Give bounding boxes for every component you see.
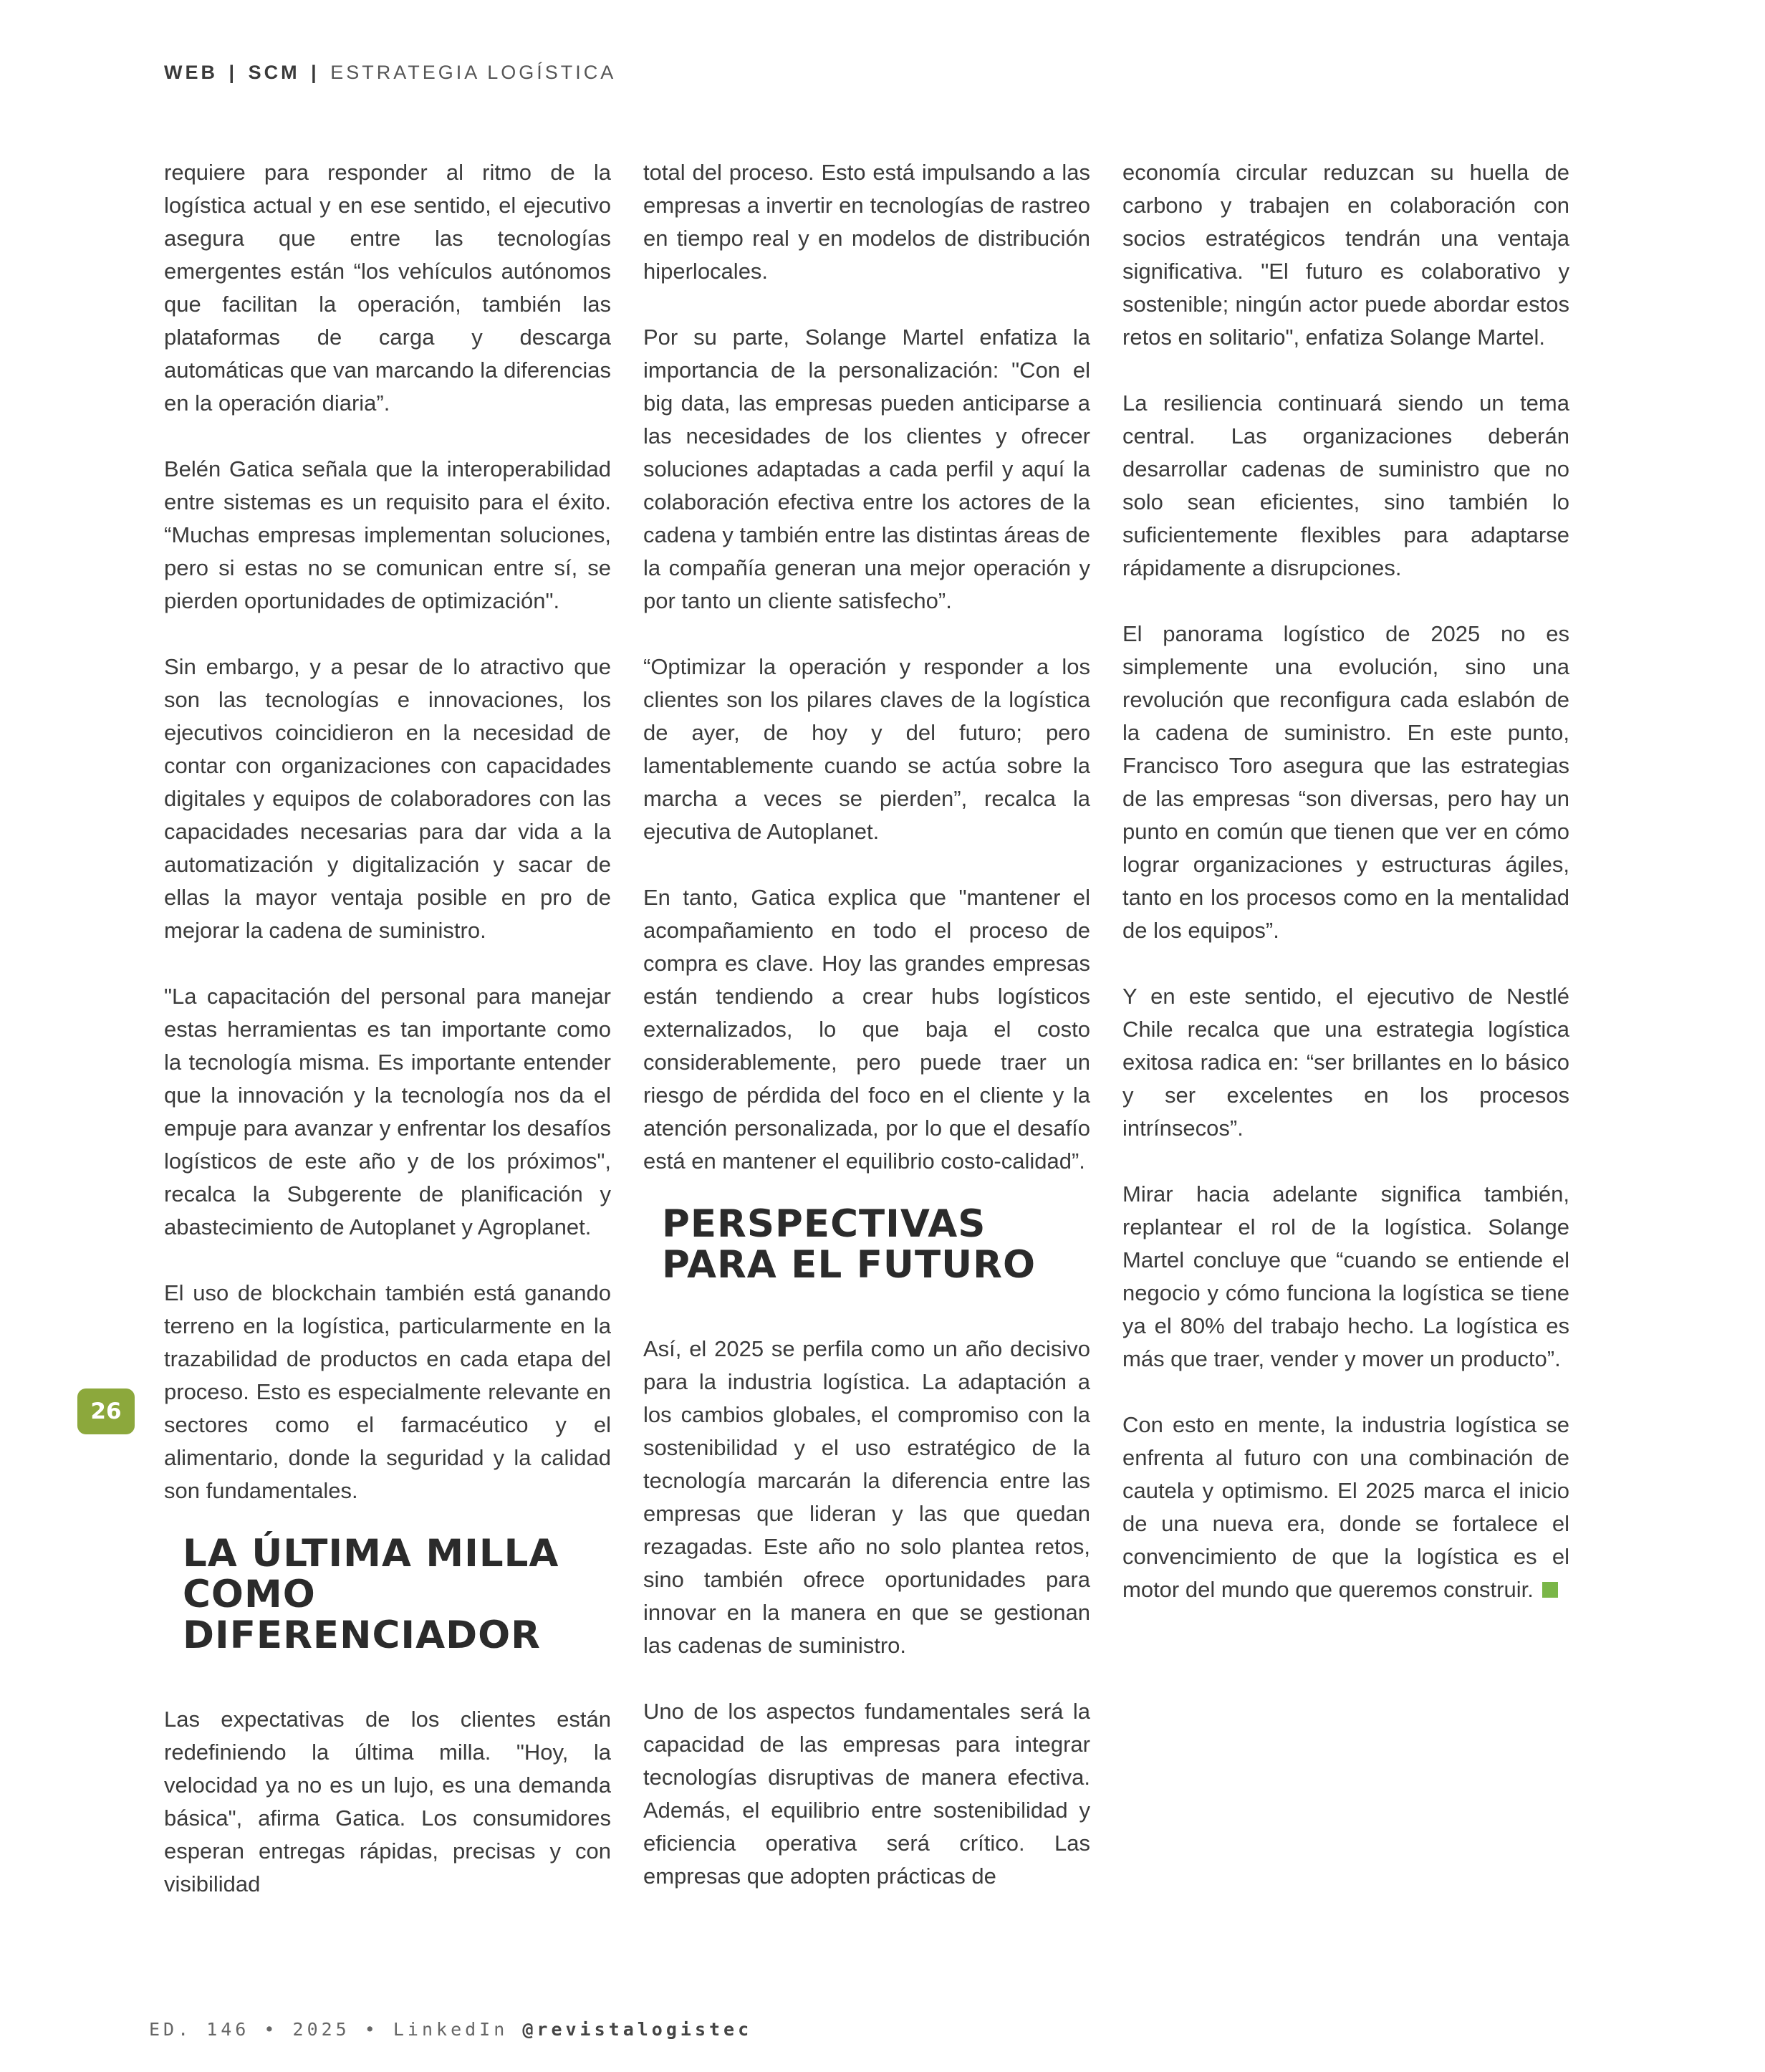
paragraph: economía circular reduzcan su huella de carbono y trabajen en colaboración con socios estratégicos tendrán una ventaja significativa. "El futuro es colaborativo y sostenible; ningún actor puede abordar estos retos en solitario", enfatiza Solange Martel. — [1122, 160, 1569, 350]
paragraph: Uno de los aspectos fundamentales será la capacidad de las empresas para integrar tecnologías disruptivas de manera efectiva. Además, el equilibrio entre sostenibilidad y eficiencia operativa será crítico. Las empresas que adopten prácticas de — [643, 1699, 1090, 1889]
paragraph: total del proceso. Esto está impulsando a las empresas a invertir en tecnologías de rastreo en tiempo real y en modelos de distribución hiperlocales. — [643, 160, 1090, 284]
section-header — [164, 62, 616, 84]
page-number-badge: 26 — [77, 1388, 135, 1434]
footer-edition: ED. 146 • 2025 • LinkedIn — [149, 2019, 523, 2040]
paragraph: Las expectativas de los clientes están redefiniendo la última milla. "Hoy, la velocidad ya no es un lujo, es una demanda básica", afirma Gatica. Los consumidores esperan entregas rápidas, precisas y con visibilidad — [164, 1707, 611, 1896]
paragraph: El panorama logístico de 2025 no es simplemente una evolución, sino una revolución que reconfigura cada eslabón de la cadena de suministro. En este punto, Francisco Toro asegura que las estrategias de las empresas “son diversas, pero hay un punto en común que tienen que ver en cómo lograr organizaciones y estructuras ágiles, tanto en los procesos como en la mentalidad de los equipos”. — [1122, 621, 1569, 943]
paragraph: El uso de blockchain también está ganando terreno en la logística, particularmente en la trazabilidad de productos en cada etapa del proceso. Esto es especialmente relevante en sectores como el farmacéutico y el alimentario, donde la seguridad y la calidad son fundamentales. — [164, 1280, 611, 1503]
paragraph: En tanto, Gatica explica que "mantener el acompañamiento en todo el proceso de compra es clave. Hoy las grandes empresas están tendiendo a crear hubs logísticos externalizados, lo que baja el costo considerablemente, pero puede traer un riesgo de pérdida del foco en el cliente y la atención personalizada, por lo que el desafío está en mantener el equilibrio costo-calidad”. — [643, 885, 1090, 1174]
column-1 — [164, 156, 611, 1934]
column-2 — [643, 156, 1090, 1926]
paragraph: Así, el 2025 se perfila como un año decisivo para la industria logística. La adaptación a los cambios globales, el compromiso con la sostenibilidad y el uso estratégico de la tecnología marcarán la diferencia entre las empresas que lideran y las que quedan rezagadas. Este año no solo plantea retos, sino también ofrece oportunidades para innovar en la manera en que se gestionan las cadenas de suministro. — [643, 1336, 1090, 1658]
header-web: WEB — [164, 62, 218, 83]
footer — [149, 2019, 752, 2040]
paragraph-final — [1122, 1409, 1569, 1606]
paragraph: "La capacitación del personal para manejar estas herramientas es tan importante como la tecnología misma. Es importante entender que la innovación y la tecnología nos da el empuje para avanzar y enfrentar los desafíos logísticos de este año y de los próximos", recalca la Subgerente de planificación y abastecimiento de Autoplanet y Agroplanet. — [164, 984, 611, 1239]
section-heading-ultima-milla: LA ÚLTIMA MILLA COMO DIFERENCIADOR — [183, 1532, 559, 1657]
paragraph: Por su parte, Solange Martel enfatiza la importancia de la personalización: "Con el big data, las empresas pueden anticiparse a las necesidades de los clientes y ofrecer soluciones adaptadas a cada perfil y aquí la colaboración efectiva entre los actores de la cadena y también entre las distintas áreas de la compañía generan una mejor operación y por tanto un cliente satisfecho”. — [643, 325, 1090, 613]
header-section-title: ESTRATEGIA LOGÍSTICA — [330, 62, 617, 83]
end-of-article-square-icon — [1542, 1582, 1558, 1598]
paragraph: requiere para responder al ritmo de la logística actual y en ese sentido, el ejecutivo asegura que entre las tecnologías emergentes están “los vehículos autónomos que facilitan la operación, también las plataformas de carga y descarga automáticas que van marcando la diferencias en la operación diaria”. — [164, 160, 611, 416]
paragraph: “Optimizar la operación y responder a los clientes son los pilares claves de la logística de ayer, de hoy y del futuro; pero lamentablemente cuando se actúa sobre la marcha a veces se pierden”, recalca la ejecutiva de Autoplanet. — [643, 654, 1090, 844]
paragraph: Belén Gatica señala que la interoperabilidad entre sistemas es un requisito para el éxito. “Muchas empresas implementan soluciones, pero si estas no se comunican entre sí, se pierden oportunidades de optimización". — [164, 456, 611, 613]
paragraph: La resiliencia continuará siendo un tema central. Las organizaciones deberán desarrollar cadenas de suministro que no solo sean eficientes, sino también lo suficientemente flexibles para adaptarse rápidamente a disrupciones. — [1122, 390, 1569, 580]
paragraph-final-text: Con esto en mente, la industria logística se enfrenta al futuro con una combinación de cautela y optimismo. El 2025 marca el inicio de una nueva era, donde se fortalece el convencimiento de que la logística es el motor del mundo que queremos construir. — [1122, 1412, 1569, 1602]
paragraph: Y en este sentido, el ejecutivo de Nestlé Chile recalca que una estrategia logística exitosa radica en: “ser brillantes en lo básico y ser excelentes en los procesos intrínsecos”. — [1122, 984, 1569, 1141]
paragraph: Sin embargo, y a pesar de lo atractivo que son las tecnologías e innovaciones, los ejecutivos coincidieron en la necesidad de contar con organizaciones con capacidades digitales y equipos de colaboradores con las capacidades necesarias para dar vida a la automatización y digitalización y sacar de ellas la mayor ventaja posible en pro de mejorar la cadena de suministro. — [164, 654, 611, 943]
footer-linkedin-handle: @revistalogistec — [522, 2019, 753, 2040]
header-scm: SCM — [248, 62, 300, 83]
header-separator-2: | — [311, 62, 319, 83]
header-separator-1: | — [229, 62, 238, 83]
column-3 — [1122, 156, 1569, 1639]
paragraph: Mirar hacia adelante significa también, replantear el rol de la logística. Solange Martel concluye que “cuando se entiende el negocio y cómo funciona la logística se tiene ya el 80% del trabajo hecho. La logística es más que traer, vender y mover un producto”. — [1122, 1181, 1569, 1371]
section-heading-perspectivas: PERSPECTIVAS PARA EL FUTURO — [662, 1202, 1037, 1287]
